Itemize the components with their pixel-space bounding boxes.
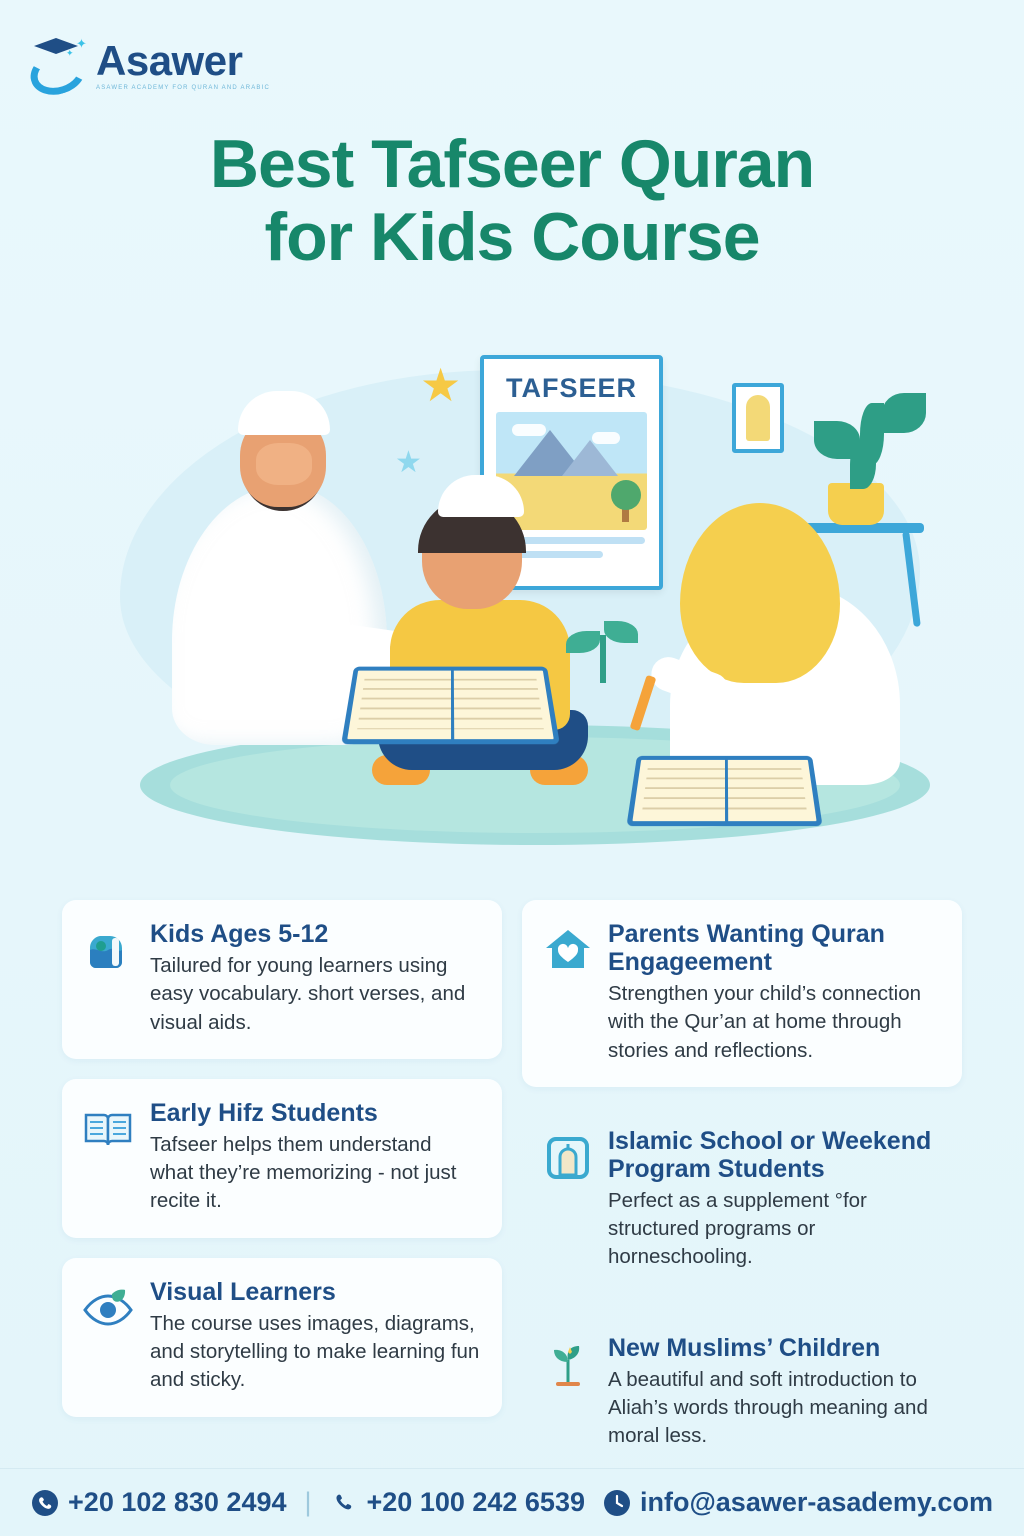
brand-logo [30,34,270,96]
card-heading: Early Hifz Students [150,1098,378,1127]
phone-1-text: +20 102 830 2494 [68,1487,287,1517]
card-islamic-school [522,1107,962,1294]
hero-illustration [60,335,964,880]
teacher-cap [238,391,330,435]
card-parents-engagement [522,900,962,1087]
card-heading: Islamic School or Weekend Program Students [608,1126,932,1183]
star-small-icon: ★ [395,446,422,479]
card-new-muslims-children [522,1314,962,1473]
eye-icon [82,1278,136,1395]
card-heading: Parents Wanting Quran Engageement [608,920,885,976]
cards-column-right [522,900,962,1493]
card-heading: Kids Ages 5-12 [150,920,329,948]
backpack-icon [82,920,136,1037]
sprout-icon [542,1334,596,1451]
card-kids-ages [62,900,502,1059]
phone-icon [330,1489,358,1517]
sprout-decoration [600,635,606,683]
poster-title: TAFSEER [505,373,637,403]
card-text: Strengthen your child’s connection with the Qur’an at home through stories and reflections. [608,982,922,1062]
brand-tagline: ASAWER ACADEMY FOR QURAN AND ARABIC [96,84,271,91]
phone-circle-icon [31,1489,59,1517]
card-text: A beautiful and soft introduction to Aliah’s words through meaning and moral less. [608,1367,928,1448]
wall-frame [732,383,784,453]
card-text: Tailured for young learners using easy vocabulary. short verses, and visual aids. [150,954,466,1034]
card-early-hifz [62,1079,502,1238]
brand-name: Asawer [96,36,243,84]
clock-circle-icon [603,1489,631,1517]
mosque-door-icon [542,1127,596,1272]
graduation-cap-icon: ✦ ✦ [30,34,92,96]
open-book-icon [82,1099,136,1216]
home-heart-icon [542,920,596,1065]
contact-footer [0,1468,1024,1536]
page-title-line-2: for Kids Course [264,199,760,276]
page-title-line-1: Best Tafseer Quran [209,126,815,202]
plant-leaf [850,439,876,489]
cards-column-left [62,900,502,1437]
footer-phone-1[interactable] [31,1487,286,1518]
footer-separator: | [304,1487,312,1517]
page-title [0,128,1024,275]
plant-leaf [882,393,926,433]
card-heading: New Muslims’ Children [608,1333,881,1362]
phone-2-text: +20 100 242 6539 [366,1487,585,1517]
card-text: Perfect as a supplement °for structured programs or horneschooling. [608,1188,867,1269]
card-heading: Visual Learners [150,1277,336,1306]
card-text: Tafseer helps them understand what they’re memorizing - not just recite it. [150,1132,457,1213]
card-text: The course uses images, diagrams, and storytelling to make learning fun and sticky. [150,1311,480,1392]
open-book [341,667,560,745]
email-text: info@asawer-asademy.com [639,1487,993,1517]
footer-email[interactable] [603,1487,993,1518]
open-book [626,756,822,826]
plant-pot [828,483,884,525]
teacher-face [256,443,312,485]
footer-phone-2[interactable] [330,1487,585,1518]
card-visual-learners [62,1258,502,1417]
